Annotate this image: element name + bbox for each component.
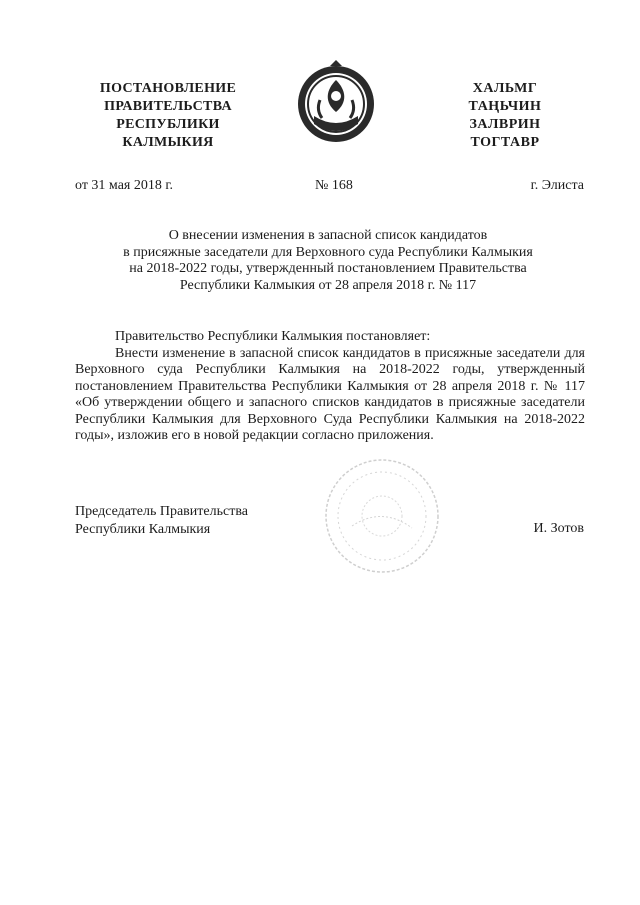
header-left-line: ПОСТАНОВЛЕНИЕ bbox=[99, 81, 237, 96]
header-left-line: ПРАВИТЕЛЬСТВА bbox=[104, 99, 232, 114]
header-right-line: ХАЛЬМГ bbox=[472, 81, 538, 96]
document-number: № 168 bbox=[315, 178, 353, 193]
header-left-title bbox=[62, 80, 274, 152]
body-paragraph: Внести изменение в запасной список кандидатов в присяжные заседатели для Верховного суда Республики Калмыкия на 2018-2022 годы, утвержденный постановлением Правительства Республики Калмыкия от 28 апреля 2018 г. № 117 «Об утверждении общего и запасного списков кандидатов в присяжные заседатели Республики Калмыкия для Верховного Суда Республики Калмыкия на 2018-2022 годы», изложив его в новой редакции согласно приложения. bbox=[75, 345, 585, 443]
document-date: от 31 мая 2018 г. bbox=[75, 178, 174, 193]
title-line: Республики Калмыкия от 28 апреля 2018 г. № 117 bbox=[179, 277, 477, 293]
title-line: на 2018-2022 годы, утвержденный постановлением Правительства bbox=[129, 261, 527, 276]
signature-position bbox=[75, 503, 248, 539]
emblem-of-kalmykia-icon bbox=[296, 60, 376, 148]
header-right-line: ТАҢЬЧИН bbox=[468, 99, 542, 114]
header-left-line: РЕСПУБЛИКИ bbox=[116, 117, 220, 132]
signature-position-line: Республики Калмыкия bbox=[75, 522, 211, 537]
signature-position-line: Председатель Правительства bbox=[75, 504, 248, 519]
header-right-line: ЗАЛВРИН bbox=[469, 117, 541, 132]
document-body bbox=[75, 329, 585, 445]
header-left-line: КАЛМЫКИЯ bbox=[122, 135, 214, 150]
header-right-line: ТОГТАВР bbox=[470, 135, 540, 150]
title-line: О внесении изменения в запасной список кандидатов bbox=[168, 228, 488, 243]
document-title bbox=[90, 228, 566, 294]
body-lead: Правительство Республики Калмыкия постановляет: bbox=[115, 329, 431, 344]
header-right-title bbox=[446, 80, 564, 152]
title-line: в присяжные заседатели для Верховного суда Республики Калмыкия bbox=[123, 244, 533, 260]
signer-name: И. Зотов bbox=[533, 521, 584, 536]
official-stamp-icon bbox=[322, 456, 442, 576]
document-city: г. Элиста bbox=[530, 178, 584, 193]
